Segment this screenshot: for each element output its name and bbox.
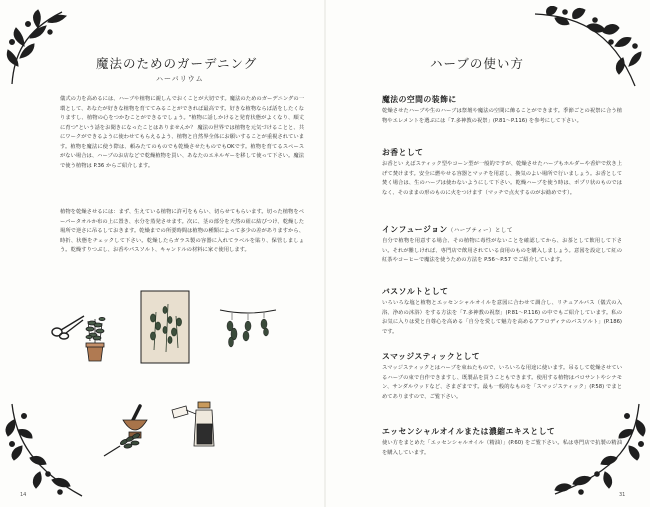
section-heading: インフュージョン（ハーブティー）として xyxy=(382,225,513,234)
potted-herb-icon xyxy=(80,313,110,363)
section-heading: お香として xyxy=(382,148,424,157)
salt-jar-icon xyxy=(170,398,218,450)
section-heading: バスソルトとして xyxy=(382,287,449,296)
olive-branch-corner-icon xyxy=(4,400,84,500)
section-body: 自分で植物を用意する場合、その植物に毒性がないことを確認してから、お茶として飲用して下さい。それが難しければ、専門店で飲用されている食用のものを購入しましょう。意図を設定して紅の紅茶やコーヒーで魔法を使うための方法を P.56〜P.57 でご紹介しています。 xyxy=(382,238,622,263)
herb-bundle-icon xyxy=(100,430,144,460)
section-heading: エッセンシャルオイルまたは濃縮エキスとして xyxy=(382,427,556,436)
section-heading: スマッジスティックとして xyxy=(382,352,481,361)
section-body: いろいろな塩と植物とエッセンシャルオイルを意図に合わせて調合し、リチュアルバス（儀式の入浴、浄めの沐浴）をする方法を「7.多神教の祝祭」(P.81〜P.116) の中でもご紹介しています。私のお気に入りは愛と自尊心を高める「自分を愛して魅力を高めるアフロディテのバスソルト」(P.186) です。 xyxy=(382,300,622,335)
drying-herbs-icon xyxy=(218,306,278,350)
pressed-herbs-icon xyxy=(140,290,190,364)
section-body: お香とい えばスティック型やコーン型が一般的ですが、乾燥させたハーブもホルダーや香炉で炊き上げて焚けます。安全に燃やせる容器とマッチを用意し、換気のよい場所で行いましょう。お香として焚く場合は、生のハーブは使わないようにして下さい。乾燥ハーブを使う時は、ポプリ状のものではなく、そのままの形のものに火をつけます（マッチで点火するのがお勧めです）。 xyxy=(382,161,622,196)
section-body: 使い方をまとめた「エッセンシャルオイル（精油）」(P.60) をご覧下さい。私は専門店で抗製の精油を購入しています。 xyxy=(382,440,622,456)
olive-branch-corner-icon xyxy=(551,400,647,500)
drying-paragraph: 植物を乾燥させるには：まず、生えている植物に許可をもらい、切らせてもらいます。切った植物をペーパータオルか布の上に置き、水分を蒸発させます。次に、茎の部分を天然の紐に結びつけ、乾燥した場所で逆さに吊るしておきます。乾燥までの所要時間は植物の種類によって多少の差がありますから、時折、状態をチェックして下さい。乾燥したらガラス製の容器に入れてラベルを貼り、保管しましょう。乾燥すりつぶし、お香やパスソルト、キャンドルの材料に家ぐ使用します。 xyxy=(60,209,304,253)
intro-paragraph: 儀式の力を高めるには、ハーブや植物に親しんでおくことが大切です。魔法のためのガーデニングの一環として、あなたが好きな植物を育ててみることができれば最高です。好きな植物ならば話をしたくなりますし、植物の心をつかむことができるでしょう。"植物に話しかけると発育状態がよくなり、順丈に育つ"という話をお聞きになったことはありませんか？ 魔法の世界では植物を元気づけることと、共にワークができるように使わせてもらえるよう、植物と自然界全体にお願いすることが重視されています。植物を魔法に使う際は、頼みたてのものでも乾燥させたものでもOKです。植物を育てるスペースがない場合は、ハーブのお店などで乾燥植物を買い、あなたのエネルギーを移して使って下さい。魔法で使う植物は P.36 からご紹介します。 xyxy=(60,96,304,169)
page-number: 14 xyxy=(20,492,27,498)
section-body: 乾燥させたハーブや生のハーブは祭壇や魔法の空間に飾ることができます。季節ごとの祝祭に合う植物やエレメントを選ぶには「7.多神教の祝祭」(P.81〜P.116) を参考にして下さい。 xyxy=(382,108,622,124)
olive-branch-corner-icon xyxy=(531,6,643,88)
section-body: スマッジスティックとはハーブを束ねたもので、いろいろな用途に使います。吊るして乾燥させているハーブの束で自作できますし、既製品を買うこともできます。使用する植物はパロサントやシナモン、サンダルウッドなど、さまざまです。最も一般的なものを「スマッジスティック」(P.58) でまとめてありますので、ご覧下さい。 xyxy=(382,365,622,400)
page-number: 31 xyxy=(619,492,626,498)
page-subtitle: ハーバリウム xyxy=(156,75,204,83)
page-title: ハーブの使い方 xyxy=(430,56,524,71)
right-page xyxy=(325,0,650,507)
page-title: 魔法のためのガーデニング xyxy=(96,56,258,71)
section-heading: 魔法の空間の装飾に xyxy=(382,95,457,104)
olive-branch-corner-icon xyxy=(4,6,68,86)
